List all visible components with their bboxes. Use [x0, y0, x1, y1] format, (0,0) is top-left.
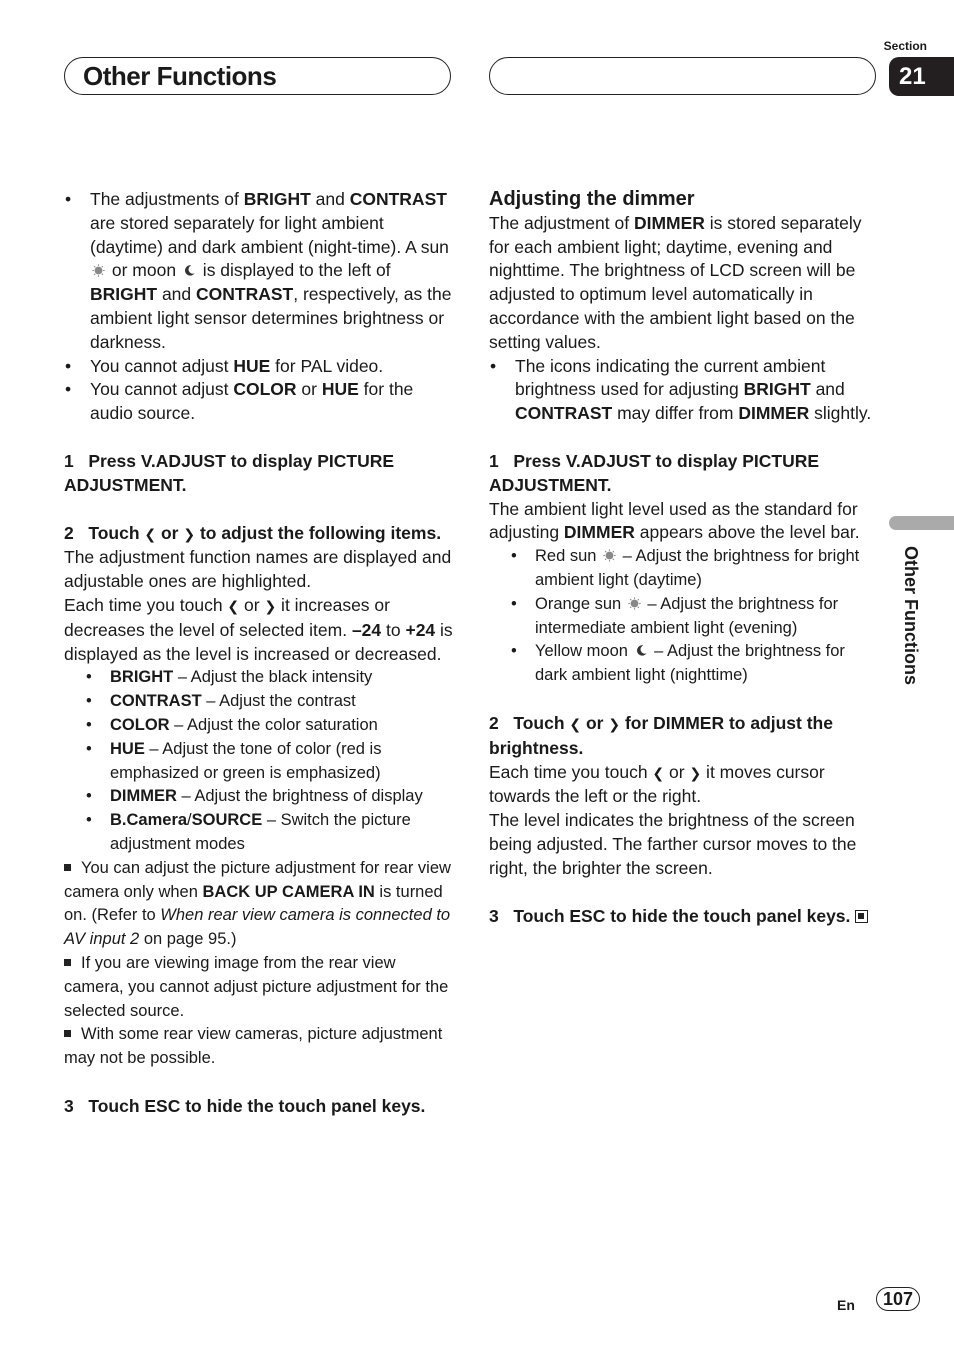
adjustment-items	[64, 666, 454, 856]
dimmer-icon-item: • Orange sun – Adjust the brightness for intermediate ambient light (evening)	[489, 593, 879, 641]
right-step-3-text: 3 Touch ESC to hide the touch panel keys.	[489, 905, 851, 926]
left-notes	[64, 857, 454, 1071]
dimmer-intro: The adjustment of DIMMER is stored separately for each ambient light; daytime, evening and nighttime. The brightness of LCD screen will be adjusted to optimum level automatically in accordance with the ambient light based on the setting values.	[489, 212, 862, 352]
note-square-icon	[64, 864, 71, 871]
adjustment-item: • HUE – Adjust the tone of color (red is emphasized or green is emphasized)	[64, 738, 454, 786]
moon-icon	[183, 264, 196, 277]
dimmer-bullet: • The icons indicating the current ambient brightness used for adjusting BRIGHT and CONTRAST may differ from DIMMER slightly.	[489, 355, 879, 426]
left-bullets	[64, 188, 454, 426]
adjustment-item: • BRIGHT – Adjust the black intensity	[64, 666, 454, 690]
left-step-1: 1 Press V.ADJUST to display PICTURE ADJUSTMENT.	[64, 450, 395, 495]
section-label: Section	[883, 39, 927, 53]
left-bullet-item: • The adjustments of BRIGHT and CONTRAST are stored separately for light ambient (daytime) and dark ambient (night-time). A sun or moon is displayed to the left of BRIGHT and CONTRAST, respectively, as the ambient light sensor determines brightness or darkness.	[64, 188, 454, 355]
left-para-1: The adjustment function names are displayed and adjustable ones are highlighted.	[64, 547, 452, 592]
header-empty-box	[489, 57, 876, 95]
dimmer-icon-item: • Yellow moon – Adjust the brightness for dark ambient light (nighttime)	[489, 640, 879, 688]
end-mark-icon	[855, 910, 868, 923]
note-square-icon	[64, 1030, 71, 1037]
note-square-icon	[64, 959, 71, 966]
dimmer-heading: Adjusting the dimmer	[489, 188, 695, 210]
right-step-3	[489, 905, 879, 929]
chevron-left-icon: ❮	[652, 764, 665, 781]
left-para-2: Each time you touch ❮ or ❯ it increases or decreases the level of selected item. –24 to +24 is displayed as the level is increased or decreased.	[64, 594, 453, 664]
left-bullet-item: • You cannot adjust COLOR or HUE for the audio source.	[64, 378, 454, 426]
dimmer-icon-list	[489, 545, 879, 688]
left-column	[64, 188, 454, 1119]
page-title: Other Functions	[83, 61, 277, 91]
adjustment-item: • B.Camera/SOURCE – Switch the picture adjustment modes	[64, 809, 454, 857]
right-para-1: The ambient light level used as the standard for adjusting DIMMER appears above the level bar.	[489, 498, 860, 543]
left-step-2: 2 Touch ❮ or ❯ to adjust the following items.	[64, 522, 442, 543]
chevron-right-icon: ❯	[689, 764, 702, 781]
left-bullet-item: • You cannot adjust HUE for PAL video.	[64, 355, 454, 379]
right-column	[489, 188, 879, 928]
adjustment-item: • DIMMER – Adjust the brightness of display	[64, 785, 454, 809]
header-title-box	[64, 57, 451, 95]
section-number: 21	[889, 57, 954, 96]
sun-icon	[603, 549, 616, 562]
left-step-3: 3 Touch ESC to hide the touch panel keys.	[64, 1095, 426, 1116]
chevron-left-icon: ❮	[144, 525, 157, 542]
right-step-1: 1 Press V.ADJUST to display PICTURE ADJUSTMENT.	[489, 450, 820, 495]
side-tab-label: Other Functions	[901, 546, 921, 685]
chevron-right-icon: ❯	[264, 597, 277, 614]
page-number: 107	[876, 1287, 920, 1311]
right-para-3: The level indicates the brightness of the screen being adjusted. The farther cursor moves to the right, the brighter the screen.	[489, 810, 857, 878]
footer-lang: En	[837, 1297, 855, 1313]
note-item: If you are viewing image from the rear view camera, you cannot adjust picture adjustment for the selected source.	[64, 953, 449, 1020]
note-item: You can adjust the picture adjustment for rear view camera only when BACK UP CAMERA IN is turned on. (Refer to When rear view camera is connected to AV input 2 on page 95.)	[64, 858, 451, 949]
moon-icon	[635, 644, 648, 657]
chevron-left-icon: ❮	[569, 715, 582, 732]
sun-icon	[92, 264, 105, 277]
chevron-right-icon: ❯	[608, 715, 621, 732]
side-tab-bar	[889, 516, 954, 530]
chevron-left-icon: ❮	[227, 597, 240, 614]
right-step-2: 2 Touch ❮ or ❯ for DIMMER to adjust the brightness.	[489, 712, 833, 758]
dimmer-icon-item: • Red sun – Adjust the brightness for bright ambient light (daytime)	[489, 545, 879, 593]
right-para-2: Each time you touch ❮ or ❯ it moves cursor towards the left or the right.	[489, 761, 825, 807]
chevron-right-icon: ❯	[183, 525, 196, 542]
adjustment-item: • CONTRAST – Adjust the contrast	[64, 690, 454, 714]
sun-icon	[628, 597, 641, 610]
note-item: With some rear view cameras, picture adjustment may not be possible.	[64, 1025, 443, 1068]
adjustment-item: • COLOR – Adjust the color saturation	[64, 714, 454, 738]
